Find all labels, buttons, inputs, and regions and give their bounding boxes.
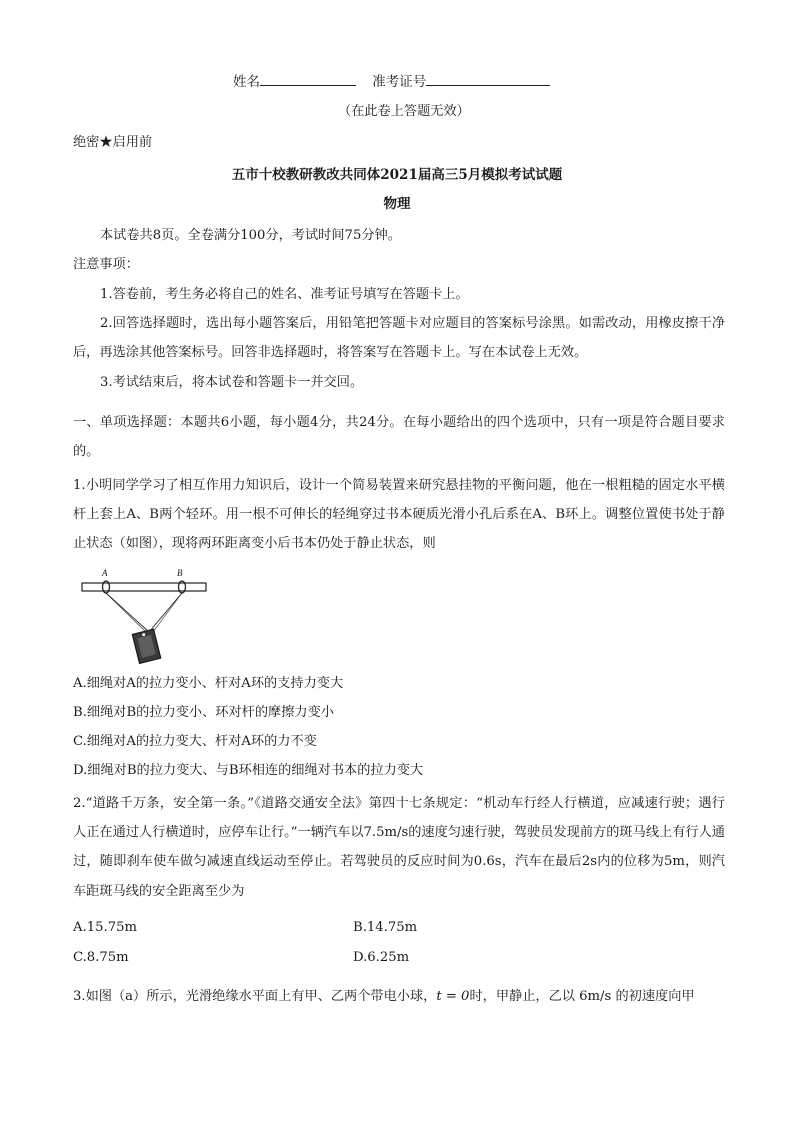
q1-option-c[interactable]: C.细绳对A的拉力变大、杆对A环的力不变	[73, 734, 317, 749]
exam-no-label: 准考证号	[372, 74, 427, 90]
q1-figure	[80, 566, 210, 666]
secret-mark: 绝密★启用前	[73, 135, 153, 150]
notice-item-1: 1.答卷前，考生务必将自己的姓名、准考证号填写在答题卡上。	[100, 287, 469, 302]
notice-heading: 注意事项：	[73, 257, 139, 272]
name-label: 姓名	[233, 74, 260, 90]
name-blank[interactable]	[260, 72, 356, 86]
label-b: B	[177, 568, 183, 578]
exam-no-blank[interactable]	[426, 72, 550, 86]
rope-right	[149, 593, 182, 632]
label-a: A	[102, 568, 108, 578]
book	[132, 629, 161, 663]
q3-stem-before: 3.如图（a）所示，光滑绝缘水平面上有甲、乙两个带电小球，	[73, 989, 437, 1004]
q2-option-b[interactable]: B.14.75m	[353, 920, 418, 935]
rope-right-inner	[150, 593, 182, 636]
exam-title: 五市十校教研教改共同体2021届高三5月模拟考试试题	[231, 167, 563, 183]
intro-text: 本试卷共8页。全卷满分100分，考试时间75分钟。	[100, 228, 401, 243]
question-1-stem: 1.小明同学学习了相互作用力知识后，设计一个简易装置来研究悬挂物的平衡问题，他在一根粗糙的固定水平横杆上套上A、B两个轻环。用一根不可伸长的轻绳穿过书本硬质光滑小孔后系在A、B环上。调整位置使书处于静止状态（如图），现将两环距离变小后书本仍处于静止状态，则	[73, 478, 725, 552]
q3-t-zero: t = 0	[436, 989, 470, 1004]
invalid-note: （在此卷上答题无效）	[338, 104, 470, 119]
q3-stem-after: 时，甲静止，乙以 6m/s 的初速度向甲	[469, 989, 695, 1004]
q1-option-b[interactable]: B.细绳对B的拉力变小、环对杆的摩擦力变小	[73, 705, 334, 720]
q1-option-d[interactable]: D.细绳对B的拉力变大、与B环相连的细绳对书本的拉力变大	[73, 763, 424, 778]
q2-option-a[interactable]: A.15.75m	[73, 920, 137, 935]
q2-option-d[interactable]: D.6.25m	[353, 950, 410, 965]
q1-option-a[interactable]: A.细绳对A的拉力变小、杆对A环的支持力变大	[73, 676, 344, 691]
notice-item-2: 2.回答选择题时，选出每小题答案后，用铅笔把答题卡对应题目的答案标号涂黑。如需改动，用橡皮擦干净后，再选涂其他答案标号。回答非选择题时，将答案写在答题卡上。写在本试卷上无效。	[73, 316, 725, 361]
rope-left-inner	[106, 593, 150, 636]
horizontal-rod	[82, 583, 206, 591]
rope-left	[106, 593, 149, 632]
question-3-stem	[73, 982, 725, 1011]
notice-item-3: 3.考试结束后，将本试卷和答题卡一并交回。	[100, 375, 364, 390]
section-1-heading: 一、单项选择题：本题共6小题，每小题4分，共24分。在每小题给出的四个选项中，只有一项是符合题目要求的。	[73, 415, 725, 460]
exam-subject: 物理	[383, 196, 411, 212]
q2-option-c[interactable]: C.8.75m	[73, 950, 129, 965]
candidate-info-line	[233, 70, 550, 90]
question-2-stem: 2.“道路千万条，安全第一条。”《道路交通安全法》第四十七条规定：“机动车行经人行横道，应减速行驶；遇行人正在通过人行横道时，应停车让行。”一辆汽车以7.5m/s的速度匀速行驶，驾驶员发现前方的斑马线上有行人通过，随即刹车使车做匀减速直线运动至停止。若驾驶员的反应时间为0.6s，汽车在最后2s内的位移为5m，则汽车距斑马线的安全距离至少为	[73, 796, 725, 899]
